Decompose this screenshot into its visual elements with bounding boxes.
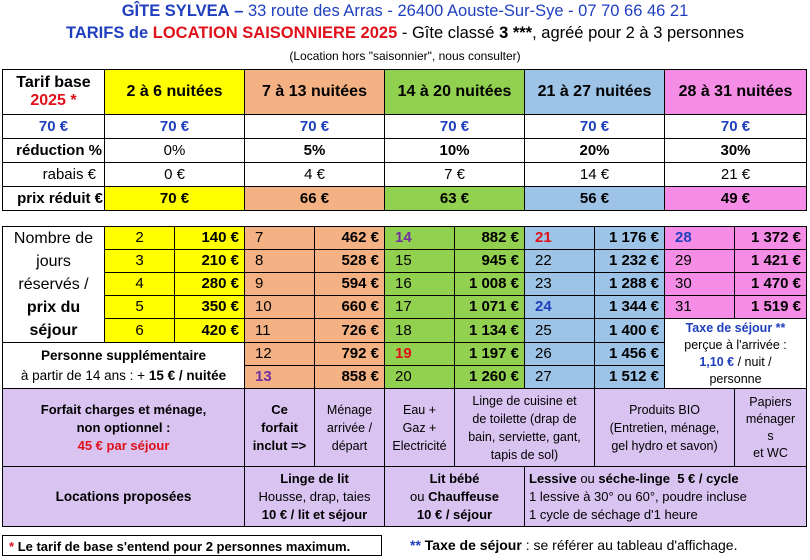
- forfait-item-line: bain, serviette, gant,: [468, 429, 581, 444]
- days-label-line: Nombre de: [13, 230, 94, 247]
- price-cell: 945 €: [455, 250, 525, 273]
- day-cell: 2: [105, 227, 175, 250]
- footer-tax-note: [410, 535, 737, 556]
- forfait-title2: non optionnel :: [76, 419, 171, 435]
- forfait-item-line: Electricité: [392, 438, 447, 453]
- tax-line1: perçue à l'arrivée :: [684, 337, 787, 352]
- day-cell: 4: [105, 273, 175, 296]
- price-cell: 210 €: [175, 250, 245, 273]
- col-header: 21 à 27 nuitées: [525, 70, 665, 115]
- price-cell: 528 €: [315, 250, 385, 273]
- rate-cell: 0 €: [105, 163, 245, 187]
- day-cell: 24: [525, 296, 595, 319]
- lessive-title: Lessive: [529, 470, 577, 486]
- forfait-included-line: inclut =>: [252, 437, 307, 453]
- forfait-item-line: de toilette (drap de: [472, 411, 577, 426]
- note: (Location hors "saisonnier", nous consulter): [289, 49, 521, 63]
- price-cell: 1 519 €: [735, 296, 807, 319]
- base-year: 2025 *: [30, 92, 77, 109]
- price-cell: 792 €: [315, 343, 385, 366]
- forfait-item-line: gel hydro et savon): [611, 438, 718, 453]
- col-header: 2 à 6 nuitées: [105, 70, 245, 115]
- price-cell: 462 €: [315, 227, 385, 250]
- rate-cell: 56 €: [525, 187, 665, 211]
- tarifs-word: TARIFS de: [65, 24, 149, 42]
- col-header: 28 à 31 nuitées: [665, 70, 807, 115]
- price-cell: 350 €: [175, 296, 245, 319]
- day-cell: 25: [525, 319, 595, 343]
- rate-cell: 0%: [105, 139, 245, 163]
- dash: –: [234, 2, 244, 20]
- forfait-item-line: Produits BIO: [629, 402, 700, 417]
- day-cell: 28: [665, 227, 735, 250]
- forfait-item-line: Linge de cuisine et: [472, 393, 577, 408]
- tax-title: Taxe de séjour: [685, 320, 773, 335]
- forfait-included-line: Ce: [271, 401, 288, 417]
- price-cell: 1 372 €: [735, 227, 807, 250]
- day-cell: 30: [665, 273, 735, 296]
- day-cell: 14: [385, 227, 455, 250]
- forfait-item-line: Gaz +: [402, 420, 437, 435]
- days-label-line: prix du: [26, 299, 81, 316]
- price-cell: 1 134 €: [455, 319, 525, 343]
- forfait-item-line: tapis de sol): [490, 447, 559, 462]
- footer-base-note: [2, 535, 382, 556]
- rate-cell: 70 €: [665, 115, 807, 139]
- price-cell: 1 288 €: [595, 273, 665, 296]
- forfait-item-line: arrivée /: [326, 420, 373, 435]
- location-lit-bebe: [385, 467, 525, 527]
- price-cell: 1 008 €: [455, 273, 525, 296]
- days-label-line: réservés /: [18, 276, 89, 293]
- col-header: 14 à 20 nuitées: [385, 70, 525, 115]
- day-cell: 12: [245, 343, 315, 366]
- days-table: [2, 226, 807, 527]
- row-label: rabais €: [3, 163, 105, 187]
- classement: - Gîte classé: [401, 24, 495, 42]
- rate-cell: 70 €: [385, 115, 525, 139]
- rate-cell: 30%: [665, 139, 807, 163]
- forfait-item-line: Eau +: [402, 402, 436, 417]
- day-cell: 10: [245, 296, 315, 319]
- days-label: [3, 227, 105, 343]
- forfait-title1: Forfait charges et ménage,: [40, 401, 207, 417]
- tax-amount: 1,10 €: [699, 354, 735, 369]
- day-cell: 15: [385, 250, 455, 273]
- rate-cell: 7 €: [385, 163, 525, 187]
- day-cell: 8: [245, 250, 315, 273]
- rate-cell: 49 €: [665, 187, 807, 211]
- linge-price: 10 € / lit et séjour: [261, 506, 368, 522]
- day-cell: 27: [525, 366, 595, 389]
- day-cell: 16: [385, 273, 455, 296]
- linge-desc: Housse, drap, taies: [258, 488, 371, 504]
- day-cell: 11: [245, 319, 315, 343]
- price-cell: 420 €: [175, 319, 245, 343]
- forfait-included-line: forfait: [261, 419, 298, 435]
- day-cell: 22: [525, 250, 595, 273]
- extra-person-price: 15 € / nuitée: [148, 367, 227, 383]
- forfait-item-line: s: [767, 428, 774, 443]
- price-cell: 1 421 €: [735, 250, 807, 273]
- day-cell: 31: [665, 296, 735, 319]
- location-lessive: [525, 467, 807, 527]
- forfait-item-line: Papiers: [749, 394, 792, 409]
- lit-price: 10 € / séjour: [416, 506, 493, 522]
- linge-title: Linge de lit: [280, 470, 349, 486]
- base-label: Tarif base: [16, 73, 91, 91]
- gite-name: GÎTE SYLVEA: [121, 2, 230, 20]
- lessive-title2: séche-linge: [598, 470, 670, 486]
- title-line: [0, 24, 810, 43]
- day-cell: 18: [385, 319, 455, 343]
- extra-person-box: [3, 343, 245, 389]
- footer-star: *: [9, 539, 15, 554]
- locations-title: Locations proposées: [3, 467, 245, 527]
- price-cell: 1 260 €: [455, 366, 525, 389]
- tax-line2: / nuit /: [737, 354, 772, 369]
- rate-cell: 63 €: [385, 187, 525, 211]
- lessive-price: 5 € / cycle: [677, 470, 739, 486]
- days-label-line: séjour: [29, 322, 78, 339]
- price-cell: 858 €: [315, 366, 385, 389]
- rate-cell: 14 €: [525, 163, 665, 187]
- col-header: 7 à 13 nuitées: [245, 70, 385, 115]
- classement-num: 3 ***: [499, 24, 533, 42]
- rate-cell: 70 €: [105, 187, 245, 211]
- tax-line3: personne: [709, 371, 762, 386]
- rate-table: [2, 69, 807, 211]
- price-cell: 1 344 €: [595, 296, 665, 319]
- extra-person-title: Personne supplémentaire: [40, 347, 207, 363]
- lit-title2: Chauffeuse: [428, 488, 499, 504]
- location-linge: [245, 467, 385, 527]
- day-cell: 9: [245, 273, 315, 296]
- forfait-item-papiers: [735, 389, 807, 467]
- price-cell: 882 €: [455, 227, 525, 250]
- forfait-included: [245, 389, 315, 467]
- agree-text: , agréé pour 2 à 3 personnes: [532, 24, 745, 42]
- price-cell: 1 232 €: [595, 250, 665, 273]
- forfait-item-line: et WC: [753, 445, 788, 460]
- rate-cell: 70 €: [105, 115, 245, 139]
- day-cell: 23: [525, 273, 595, 296]
- day-cell: 20: [385, 366, 455, 389]
- lit-or: ou: [410, 488, 425, 504]
- forfait-price: 45 € par séjour: [77, 437, 170, 453]
- rate-cell: 20%: [525, 139, 665, 163]
- price-cell: 660 €: [315, 296, 385, 319]
- forfait-item-linge: [455, 389, 595, 467]
- day-cell: 5: [105, 296, 175, 319]
- price-cell: 1 400 €: [595, 319, 665, 343]
- day-cell: 26: [525, 343, 595, 366]
- day-cell: 13: [245, 366, 315, 389]
- forfait-item-menage: [315, 389, 385, 467]
- day-cell: 29: [665, 250, 735, 273]
- forfait-item-line: Ménage: [326, 402, 373, 417]
- row-label: prix réduit €: [3, 187, 105, 211]
- price-cell: 1 512 €: [595, 366, 665, 389]
- rate-cell: 70 €: [245, 115, 385, 139]
- price-cell: 1 176 €: [595, 227, 665, 250]
- price-cell: 1 071 €: [455, 296, 525, 319]
- forfait-box: [3, 389, 245, 467]
- price-cell: 280 €: [175, 273, 245, 296]
- forfait-item-line: ménager: [745, 411, 796, 426]
- day-cell: 6: [105, 319, 175, 343]
- extra-person-prefix: à partir de 14 ans : +: [20, 367, 146, 383]
- rate-cell: 5%: [245, 139, 385, 163]
- row-label: 70 €: [3, 115, 105, 139]
- price-cell: 1 197 €: [455, 343, 525, 366]
- footer-right-text: : se référer au tableau d'affichage.: [525, 537, 738, 553]
- day-cell: 21: [525, 227, 595, 250]
- forfait-item-energie: [385, 389, 455, 467]
- rate-cell: 21 €: [665, 163, 807, 187]
- price-cell: 1 456 €: [595, 343, 665, 366]
- forfait-item-line: départ: [331, 438, 368, 453]
- price-cell: 726 €: [315, 319, 385, 343]
- lit-title: Lit bébé: [429, 470, 480, 486]
- price-cell: 140 €: [175, 227, 245, 250]
- lessive-or: ou: [580, 470, 595, 486]
- base-label-cell: [3, 70, 105, 115]
- day-cell: 19: [385, 343, 455, 366]
- address: 33 route des Arras - 26400 Aouste-Sur-Sye - 07 70 66 46 21: [247, 2, 689, 20]
- forfait-item-line: (Entretien, ménage,: [609, 420, 720, 435]
- footer-left-text: Le tarif de base s'entend pour 2 personnes maximum.: [17, 539, 351, 554]
- price-cell: 1 470 €: [735, 273, 807, 296]
- lessive-line1: 1 lessive à 30° ou 60°, poudre incluse: [529, 488, 747, 504]
- day-cell: 3: [105, 250, 175, 273]
- tax-box: [665, 319, 807, 389]
- row-label: réduction %: [3, 139, 105, 163]
- lessive-line2: 1 cycle de séchage d'1 heure: [529, 506, 698, 522]
- rate-cell: 4 €: [245, 163, 385, 187]
- contact-line: [0, 2, 810, 21]
- rate-cell: 10%: [385, 139, 525, 163]
- day-cell: 7: [245, 227, 315, 250]
- price-cell: 594 €: [315, 273, 385, 296]
- forfait-item-produits: [595, 389, 735, 467]
- tax-stars: **: [775, 320, 786, 335]
- days-label-line: jours: [36, 253, 71, 270]
- footer-stars: **: [410, 537, 421, 553]
- footer-tax-label: Taxe de séjour: [424, 537, 522, 553]
- location-title: LOCATION SAISONNIERE 2025: [152, 24, 398, 42]
- day-cell: 17: [385, 296, 455, 319]
- rate-cell: 70 €: [525, 115, 665, 139]
- rate-cell: 66 €: [245, 187, 385, 211]
